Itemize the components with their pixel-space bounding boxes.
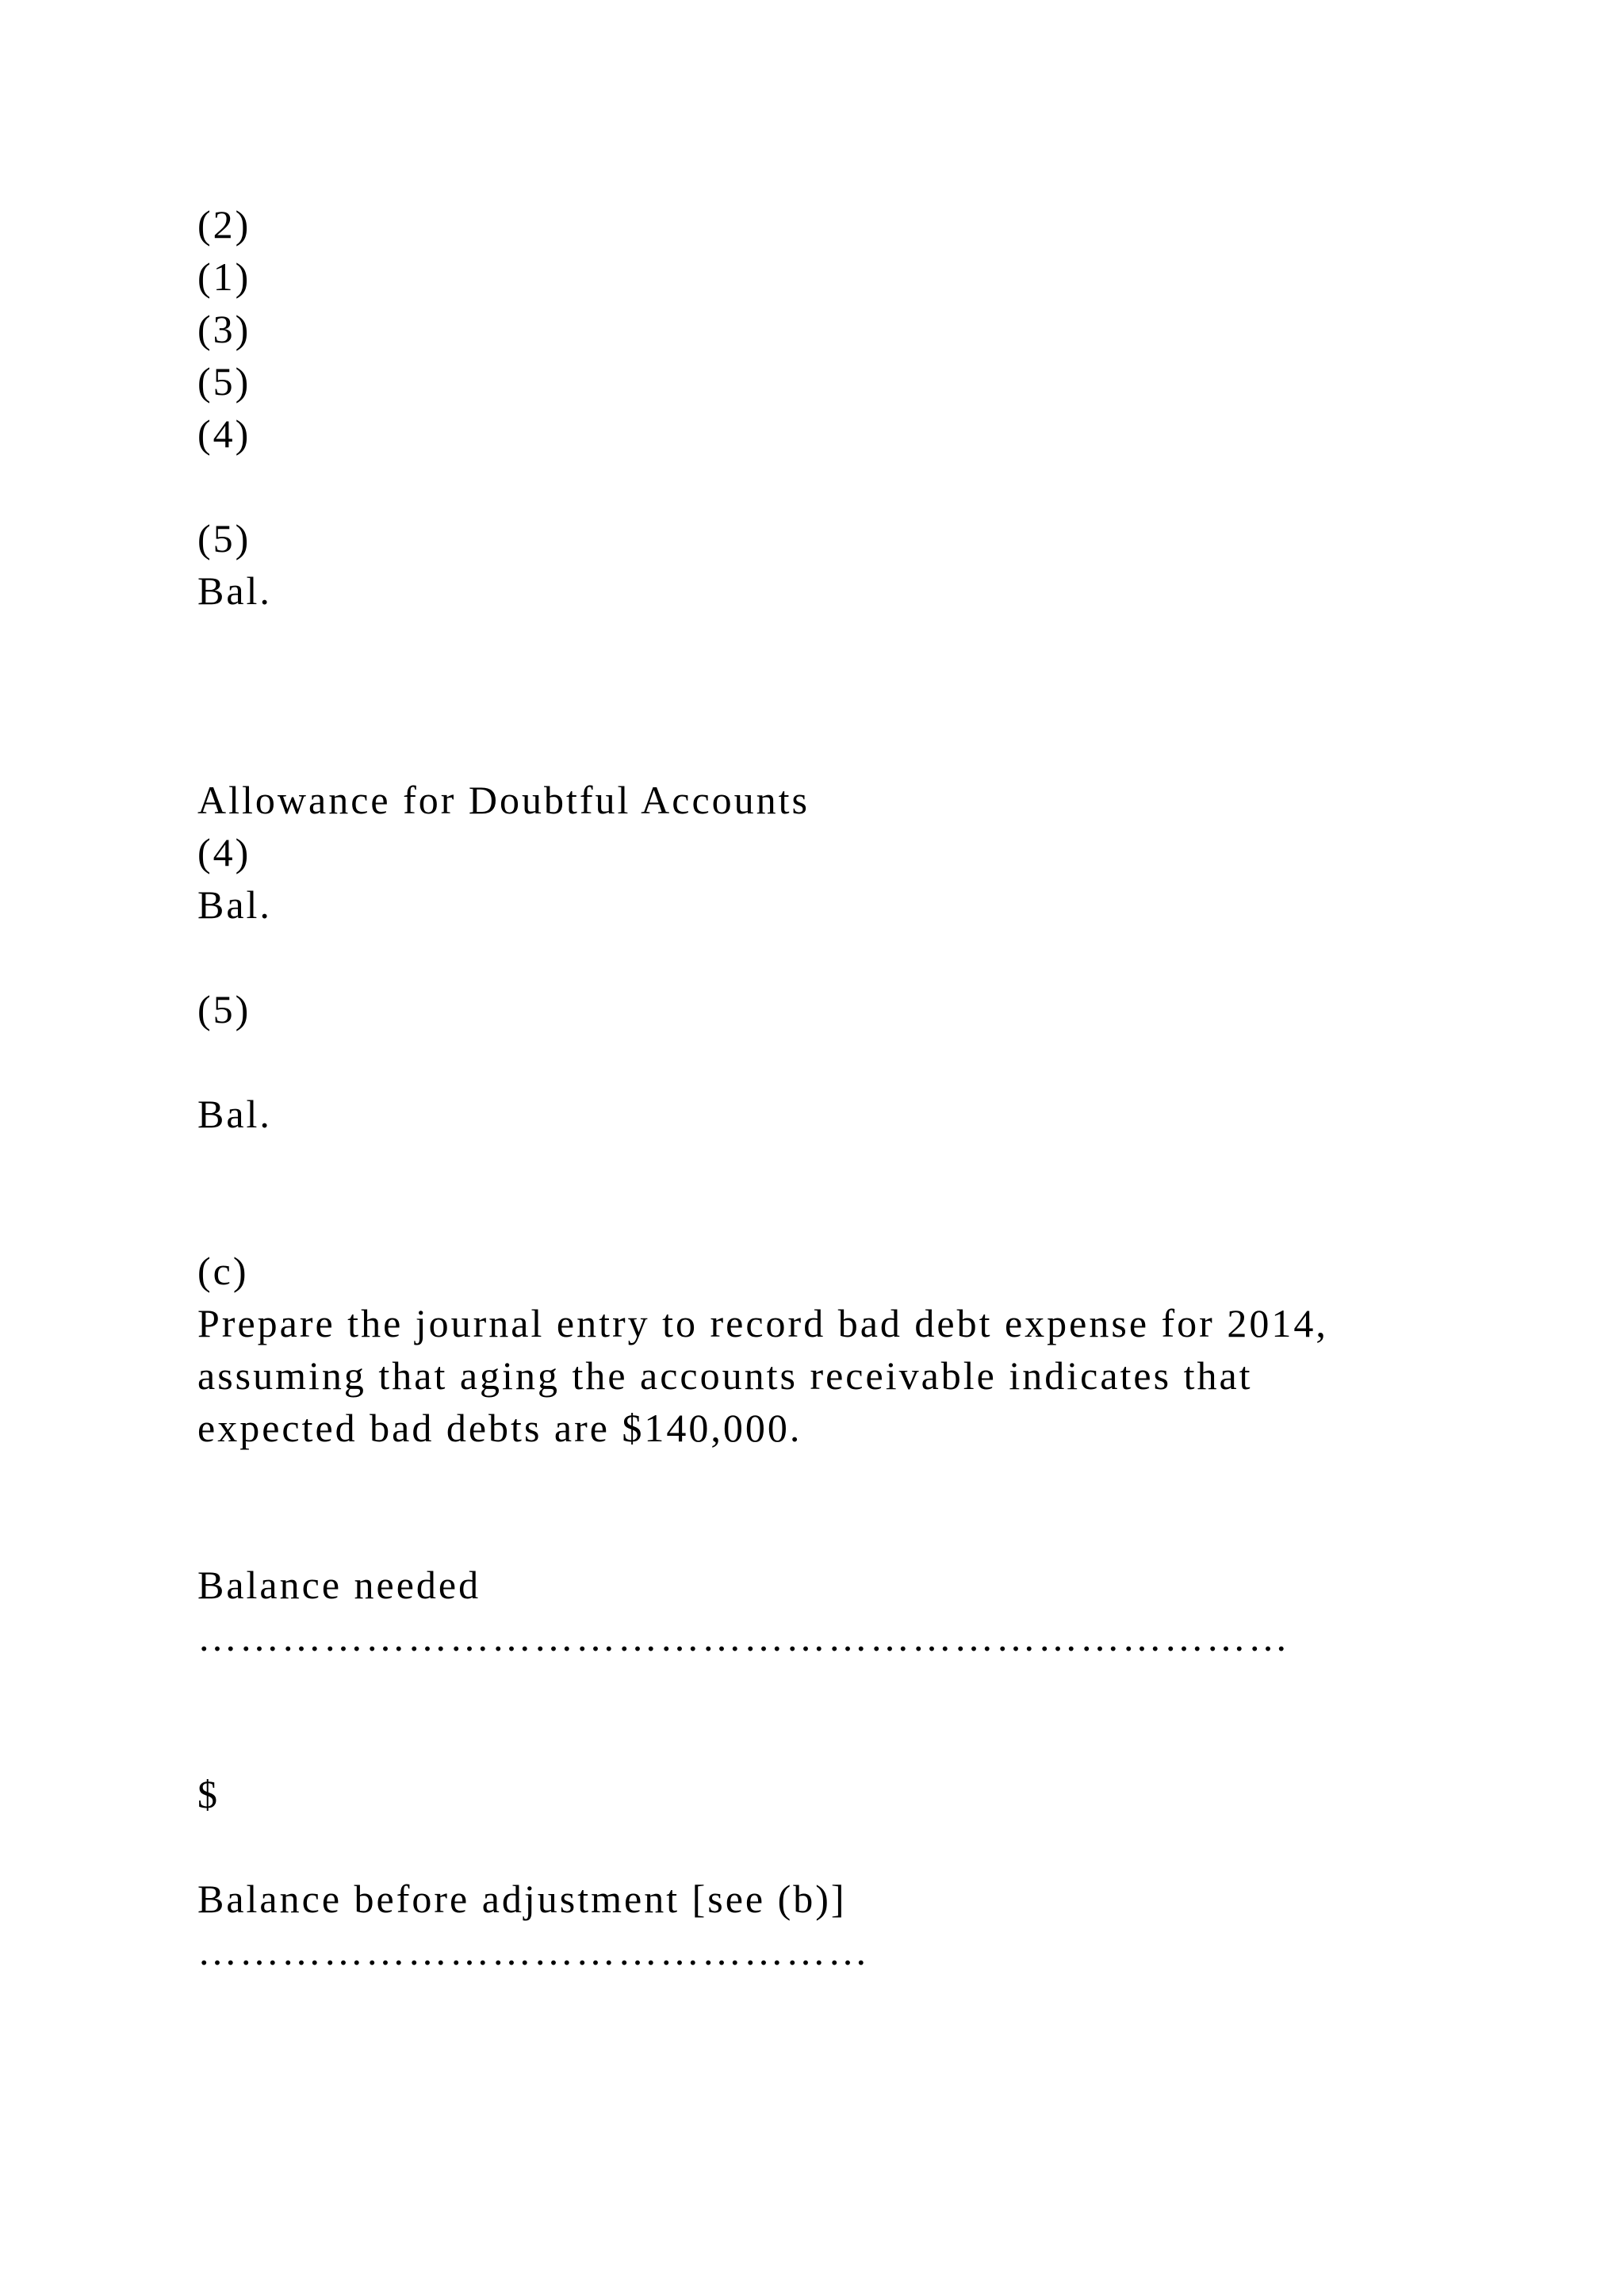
part-label: (c)	[197, 1249, 249, 1293]
allowance-ref-4: (4)	[197, 830, 251, 874]
ledger-ref-5-second: (5)	[197, 516, 251, 561]
ledger-ref-5: (5)	[197, 359, 251, 404]
ledger-ref-4: (4)	[197, 411, 251, 456]
dollar-sign: $	[197, 1772, 220, 1816]
balance-before-label: Balance before adjustment [see (b)]	[197, 1877, 847, 1921]
allowance-title: Allowance for Doubtful Accounts	[197, 778, 810, 822]
instruction-line-1: Prepare the journal entry to record bad debt expense for 2014,	[197, 1301, 1328, 1345]
ledger-ref-1: (1)	[197, 254, 251, 299]
allowance-ref-5: (5)	[197, 987, 251, 1031]
instruction-line-2: assuming that aging the accounts receivable indicates that	[197, 1353, 1253, 1398]
balance-before-leader: …………………………………………	[197, 1929, 870, 1973]
ledger-ref-3: (3)	[197, 307, 251, 351]
allowance-balance: Bal.	[197, 882, 272, 927]
instruction-line-3: expected bad debts are $140,000.	[197, 1406, 802, 1450]
balance-needed-label: Balance needed	[197, 1563, 481, 1607]
allowance-ending-balance: Bal.	[197, 1092, 272, 1136]
balance-needed-leader: ……………………………………………………………………	[197, 1615, 1290, 1659]
ledger-balance: Bal.	[197, 568, 272, 613]
ledger-ref-2: (2)	[197, 202, 251, 247]
